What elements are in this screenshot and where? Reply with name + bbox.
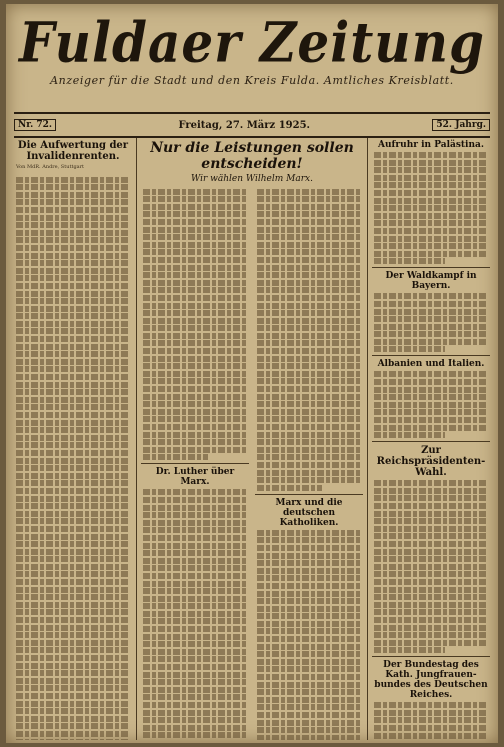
headline-reichspraesident: Zur Reichspräsidenten-Wahl. (376, 445, 486, 479)
advert-info (331, 123, 411, 128)
newspaper-title: Fuldaer Zeitung (19, 9, 485, 75)
article-body-invalidenrenten (14, 173, 132, 740)
masthead (14, 9, 490, 87)
byline-andre: Von MdR. Andre, Stuttgart (16, 164, 85, 170)
issue-number: Nr. 72. (14, 119, 56, 131)
headline-katholiken: Marx und die deutschen Katholiken. (275, 497, 343, 528)
article-body-leistungen (141, 187, 363, 740)
newspaper-page (6, 4, 498, 743)
column-center (136, 138, 368, 740)
issue-date: Freitag, 27. März 1925. (178, 119, 311, 131)
headline-invalidenrenten: Die Aufwertung der Invalidenrenten. (17, 140, 129, 162)
headline-albanien: Albanien und Italien. (377, 359, 485, 370)
headline-luther: Dr. Luther über Marx. (155, 467, 235, 488)
subheadline-marx: Wir wählen Wilhelm Marx. (191, 174, 313, 184)
headline-waldkampf: Der Waldkampf in Bayern. (385, 271, 477, 292)
headline-palaestina: Aufruhr in Palästina. (378, 140, 484, 150)
column-left (14, 138, 132, 740)
headline-leistungen: Nur die Leistungen sollen entscheiden! (150, 140, 354, 172)
newspaper-subtitle: Anzeiger für die Stadt und den Kreis Fulda. Amtliches Kreisblatt. (50, 74, 454, 87)
publisher-info (77, 123, 157, 128)
column-right (372, 138, 490, 740)
headline-jungfrauenbund: Der Bundestag des Kath. Jungfrauen-bundes des Deutschen Reiches. (374, 660, 488, 701)
dateline (14, 112, 490, 138)
volume-number: 52. Jahrg. (432, 119, 490, 131)
